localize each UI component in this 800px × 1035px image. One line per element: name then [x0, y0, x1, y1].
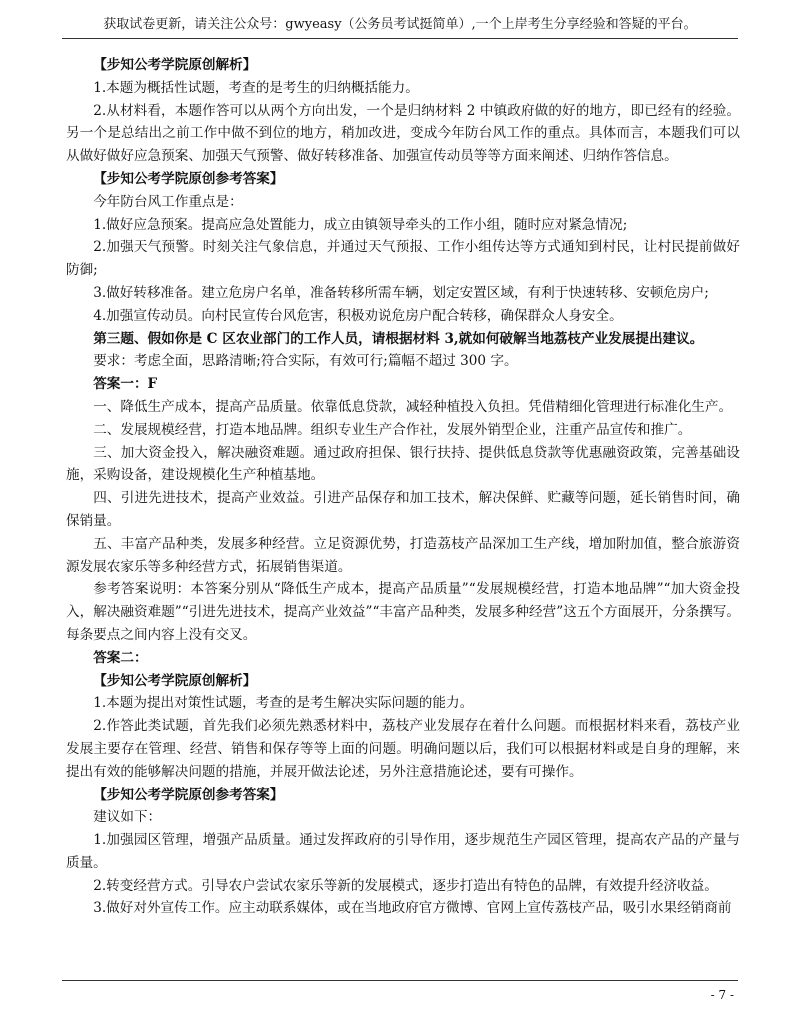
section-heading: 【步知公考学院原创解析】: [93, 57, 257, 73]
body-paragraph: 五、丰富产品种类，发展多种经营。立足资源优势，打造荔枝产品深加工生产线，增加附加值，整合旅游资源发展农家乐等多种经营方式，拓展销售渠道。: [66, 535, 740, 575]
header-divider: [62, 38, 738, 39]
body-paragraph: 1.本题为概括性试题，考查的是考生的归纳概括能力。: [93, 79, 419, 96]
body-paragraph: 二、发展规模经营，打造本地品牌。组织专业生产合作社，发展外销型企业，注重产品宣传和推广。: [93, 421, 692, 438]
section-heading: 【步知公考学院原创参考答案】: [93, 170, 284, 187]
body-paragraph: 2.转变经营方式。引导农户尝试农家乐等新的发展模式，逐步打造出有特色的品牌，有效提升经济收益。: [93, 877, 718, 894]
body-paragraph: 参考答案说明：本答案分别从“降低生产成本，提高产品质量”“发展规模经营，打造本地品牌”“加大资金投入，解决融资难题”“引进先进技术，提高产业效益”“丰富产品种类，发展多种经营”这五个方面展开，分条撰写。每条要点之间内容上没有交叉。: [66, 581, 740, 643]
section-heading: 【步知公考学院原创解析】: [93, 672, 257, 689]
page-number: - 7 -: [710, 988, 734, 1002]
body-paragraph: 1.做好应急预案。提高应急处置能力，成立由镇领导牵头的工作小组，随时应对紧急情况;: [93, 216, 628, 233]
section-heading: 答案一：F: [93, 376, 158, 393]
body-paragraph: 4.加强宣传动员。向村民宣传台风危害，积极劝说危房户配合转移，确保群众人身安全。: [93, 307, 623, 324]
body-paragraph: 今年防台风工作重点是：: [93, 193, 243, 210]
section-heading: 第三题、假如你是 C 区农业部门的工作人员，请根据材料 3,就如何破解当地荔枝产业发展提出建议。: [93, 330, 704, 347]
body-paragraph: 要求：考虑全面，思路清晰;符合实际，有效可行;篇幅不超过 300 字。: [93, 353, 518, 370]
footer-divider: [62, 980, 738, 981]
body-paragraph: 2.加强天气预警。时刻关注气象信息，并通过天气预报、工作小组传达等方式通知到村民，让村民提前做好防御;: [66, 239, 740, 279]
document-body: [66, 54, 740, 920]
section-heading: 【步知公考学院原创参考答案】: [93, 786, 284, 803]
body-paragraph: 四、引进先进技术，提高产业效益。引进产品保存和加工技术，解决保鲜、贮藏等问题，延长销售时间，确保销量。: [66, 490, 740, 529]
body-paragraph: 3.做好转移准备。建立危房户名单，准备转移所需车辆，划定安置区域，有利于快速转移、安顿危房户;: [93, 284, 709, 301]
body-paragraph: 1.加强园区管理，增强产品质量。通过发挥政府的引导作用，逐步规范生产园区管理，提高农产品的产量与质量。: [66, 832, 740, 871]
page-header: [0, 0, 800, 40]
body-paragraph: 建议如下：: [93, 809, 162, 826]
body-paragraph: 2.作答此类试题，首先我们必须先熟悉材料中，荔枝产业发展存在着什么问题。而根据材料来看，荔枝产业发展主要存在管理、经营、销售和保存等等上面的问题。明确问题以后，我们可以根据材料或是自身的理解，来提出有效的能够解决问题的措施，并展开做法论述，另外注意措施论述，要有可操作。: [66, 718, 740, 780]
section-heading: 答案二：: [93, 649, 148, 666]
body-paragraph: 1.本题为提出对策性试题，考查的是考生解决实际问题的能力。: [93, 695, 474, 712]
body-paragraph: 三、加大资金投入，解决融资难题。通过政府担保、银行扶持、提供低息贷款等优惠融资政策，完善基础设施，采购设备，建设规模化生产种植基地。: [66, 444, 740, 484]
body-paragraph: 2.从材料看，本题作答可以从两个方向出发，一个是归纳材料 2 中镇政府做的好的地方，即已经有的经验。另一个是总结出之前工作中做不到位的地方，稍加改进，变成今年防台风工作的重点。具体而言，本题我们可以从做好做好应急预案、加强天气预警、做好转移准备、加强宣传动员等等方面来阐述、归纳作答信息。: [66, 102, 740, 165]
header-notice: 获取试卷更新，请关注公众号：gwyeasy（公务员考试挺简单）,一个上岸考生分享经验和答疑的平台。: [103, 17, 697, 32]
body-paragraph: 3.做好对外宣传工作。应主动联系媒体，或在当地政府官方微博、官网上宣传荔枝产品，吸引水果经销商前: [93, 900, 732, 917]
body-paragraph: 一、降低生产成本，提高产品质量。依靠低息贷款，减轻种植投入负担。凭借精细化管理进行标准化生产。: [93, 398, 733, 415]
